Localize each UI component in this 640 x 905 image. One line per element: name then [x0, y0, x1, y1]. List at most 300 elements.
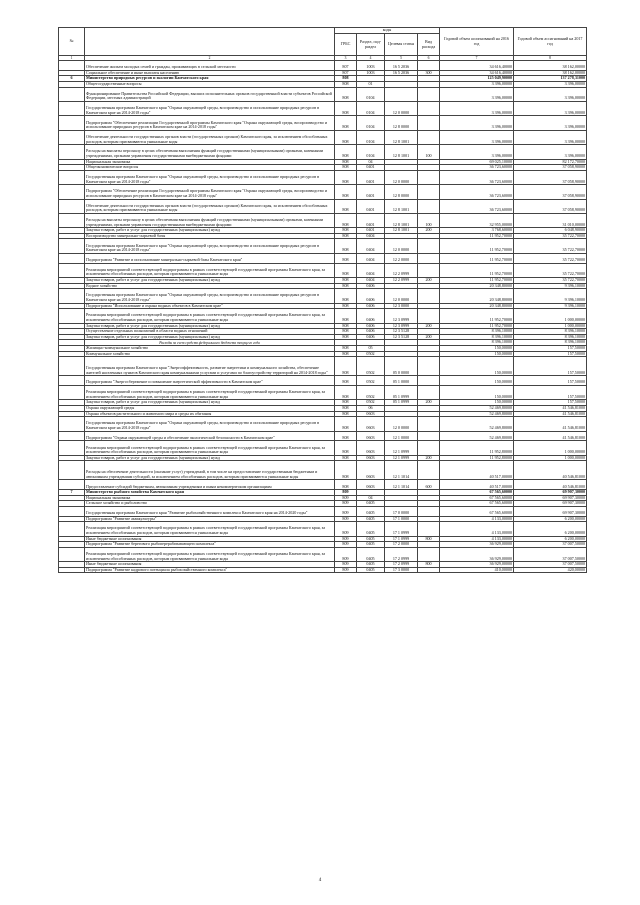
row-name: Закупка товаров, работ и услуг для государственных (муниципальных) нужд — [85, 455, 335, 461]
row-name: Министерство природных ресурсов и экологии Камчатского края — [85, 76, 335, 82]
row-name: Охрана окружающей среды — [85, 405, 335, 411]
row-number — [59, 239, 85, 253]
row-name: Реализация мероприятий соответствующей подпрограммы в рамках соответствующей государственной программы Камчатского края, за исключением обособленных расходов, которым присваиваются уникальные коды — [85, 522, 335, 536]
row-cs: 16 5 2036 — [385, 70, 418, 76]
row-2017: 35 722,70000 — [514, 239, 587, 253]
row-2017: 35 722,70000 — [514, 278, 587, 284]
row-vr — [418, 567, 440, 573]
row-2017: 37 058,90000 — [514, 185, 587, 199]
row-vr — [418, 87, 440, 101]
header-index: 5 — [385, 56, 418, 61]
row-2016: 3 396,00000 — [440, 116, 514, 130]
row-grbs: 808 — [335, 329, 357, 335]
row-grbs: 809 — [335, 522, 357, 536]
header-index: 2 — [85, 56, 335, 61]
row-grbs: 809 — [335, 495, 357, 501]
row-razdel: 0406 — [357, 334, 385, 340]
row-grbs: 808 — [335, 289, 357, 303]
row-grbs: 808 — [335, 228, 357, 234]
row-cs: 17 1 0999 — [385, 522, 418, 536]
row-razdel: 0405 — [357, 567, 385, 573]
row-2016: 11 952,70000 — [440, 309, 514, 323]
row-name: Национальная экономика — [85, 495, 335, 501]
table-row — [59, 309, 587, 323]
row-grbs: 808 — [335, 334, 357, 340]
row-grbs: 807 — [335, 70, 357, 76]
row-number — [59, 130, 85, 144]
row-grbs: 808 — [335, 411, 357, 417]
row-2017: 6 048,90000 — [514, 228, 587, 234]
row-name: Подпрограмма "Обеспечение реализации Государственной программы Камчатского края "Охрана окружающей среды, воспроизводство и использование природных ресурсов в Камчатском крае на 2014-2018 годы" — [85, 116, 335, 130]
row-grbs: 808 — [335, 213, 357, 227]
row-2017: 3 396,00000 — [514, 87, 587, 101]
row-2017: 8 396,10000 — [514, 329, 587, 335]
row-razdel: 0603 — [357, 441, 385, 455]
row-grbs: 808 — [335, 309, 357, 323]
row-vr — [418, 385, 440, 399]
row-2017: 3 396,00000 — [514, 130, 587, 144]
row-vr: 200 — [418, 323, 440, 329]
row-cs: 05 1 0999 — [385, 385, 418, 399]
row-2016: 150,00000 — [440, 376, 514, 386]
row-number: 6 — [59, 76, 85, 82]
row-2016: 3 396,00000 — [440, 87, 514, 101]
row-vr: 100 — [418, 213, 440, 227]
row-razdel: 0405 — [357, 547, 385, 561]
row-name: Расходы на выплаты персоналу в целях обеспечения выполнения функций государственными (муниципальными) органами, казенными учреждениями, органами управления государственными внебюджетными фондами — [85, 213, 335, 227]
row-cs: 05 0 0000 — [385, 357, 418, 376]
row-name: Общеэкономические вопросы — [85, 165, 335, 171]
table-row — [59, 87, 587, 101]
row-2016: 4 133,00000 — [440, 536, 514, 542]
row-vr — [418, 130, 440, 144]
row-grbs: 808 — [335, 323, 357, 329]
row-number — [59, 522, 85, 536]
row-razdel: 0104 — [357, 101, 385, 115]
row-2016: 36 723,60000 — [440, 185, 514, 199]
row-cs: 12 8 0000 — [385, 116, 418, 130]
row-2016: 3 396,00000 — [440, 130, 514, 144]
row-grbs: 808 — [335, 76, 357, 82]
row-cs: 12 1 0999 — [385, 455, 418, 461]
header-codes: коды — [335, 28, 440, 34]
row-vr — [418, 263, 440, 277]
row-vr — [418, 170, 440, 184]
row-vr — [418, 417, 440, 431]
row-2016: 11 952,80000 — [440, 455, 514, 461]
row-vr — [418, 441, 440, 455]
table-row — [59, 145, 587, 159]
row-razdel: 0502 — [357, 400, 385, 406]
row-2017: 6 200,00000 — [514, 536, 587, 542]
row-name: Обеспечение деятельности государственных органов власти (государственных органов) Камчатского края, за исключением обособленных расходов, которым присваиваются уникальные коды — [85, 130, 335, 144]
row-name: Закупка товаров, работ и услуг для государственных (муниципальных) нужд — [85, 278, 335, 284]
row-2017: 82 172,70000 — [514, 159, 587, 165]
row-grbs: 808 — [335, 283, 357, 289]
header-index: 3 — [335, 56, 357, 61]
table-row — [59, 213, 587, 227]
row-vr — [418, 101, 440, 115]
row-2016: 11 952,80000 — [440, 441, 514, 455]
row-vr — [418, 547, 440, 561]
row-name: Подпрограмма "Использование и охрана водных объектов в Камчатском крае" — [85, 303, 335, 309]
table-row — [59, 170, 587, 184]
row-2016: 34 616,40000 — [440, 70, 514, 76]
row-razdel: 0401 — [357, 170, 385, 184]
row-cs: 05 1 0999 — [385, 400, 418, 406]
row-name: Предоставление субсидий бюджетным, автономным учреждениям и иным некоммерческим организациям — [85, 480, 335, 490]
row-name: Национальная экономика — [85, 159, 335, 165]
row-2016: 410,00000 — [440, 567, 514, 573]
row-razdel: 05 — [357, 345, 385, 351]
row-cs: 12 3 0999 — [385, 323, 418, 329]
row-2016: 150,00000 — [440, 345, 514, 351]
row-cs: 12 0 0000 — [385, 417, 418, 431]
row-2017: 157,50000 — [514, 345, 587, 351]
row-name: Коммунальное хозяйство — [85, 351, 335, 357]
row-2017: 37 058,90000 — [514, 165, 587, 171]
table-row — [59, 116, 587, 130]
row-vr — [418, 309, 440, 323]
row-name: Общегосударственные вопросы — [85, 81, 335, 87]
row-grbs: 808 — [335, 405, 357, 411]
row-name: Сельское хозяйство и рыболовство — [85, 501, 335, 507]
row-razdel: 0405 — [357, 522, 385, 536]
row-2017: 1 000,00000 — [514, 309, 587, 323]
budget-table — [58, 27, 587, 573]
row-2016: 67 565,60000 — [440, 506, 514, 516]
row-razdel: 0404 — [357, 253, 385, 263]
row-grbs: 808 — [335, 431, 357, 441]
row-name: Иные бюджетные ассигнования — [85, 562, 335, 568]
row-name: Реализация мероприятий соответствующей подпрограммы в рамках соответствующей государственной программы Камчатского края, за исключением обособленных расходов, которым присваиваются уникальные коды — [85, 385, 335, 399]
row-2016: 36 929,00000 — [440, 547, 514, 561]
row-grbs: 808 — [335, 239, 357, 253]
row-2016: 69 025,10000 — [440, 159, 514, 165]
row-razdel: 0404 — [357, 233, 385, 239]
row-name: Обеспечение деятельности государственных органов власти (государственных органов) Камчатского края, за исключением обособленных расходов, которым присваиваются уникальные коды — [85, 199, 335, 213]
table-row — [59, 185, 587, 199]
row-razdel: 0502 — [357, 351, 385, 357]
row-number — [59, 213, 85, 227]
row-2016: 11 952,70000 — [440, 278, 514, 284]
row-razdel: 0406 — [357, 283, 385, 289]
row-cs: 17 0 0000 — [385, 506, 418, 516]
header-vr: Вид расхода — [418, 34, 440, 56]
row-2017: 3 396,00000 — [514, 81, 587, 87]
row-vr: 300 — [418, 70, 440, 76]
row-razdel: 0603 — [357, 417, 385, 431]
row-number — [59, 101, 85, 115]
row-2017: 37 007,50000 — [514, 547, 587, 561]
table-row — [59, 263, 587, 277]
row-cs: 17 2 0000 — [385, 542, 418, 548]
row-number — [59, 61, 85, 71]
table-row — [59, 253, 587, 263]
row-razdel: 0104 — [357, 87, 385, 101]
row-cs: 12 0 0000 — [385, 101, 418, 115]
row-number — [59, 253, 85, 263]
row-2017: 41 546,81000 — [514, 405, 587, 411]
row-number — [59, 461, 85, 480]
row-grbs: 808 — [335, 233, 357, 239]
row-2017: 157,50000 — [514, 400, 587, 406]
row-2016: 150,00000 — [440, 357, 514, 376]
table-row — [59, 101, 587, 115]
row-razdel: 0401 — [357, 228, 385, 234]
row-number — [59, 567, 85, 573]
row-cs: 12 0 0000 — [385, 170, 418, 184]
row-name: Функционирование Правительства Российской Федерации, высших исполнительных органов государственной власти субъектов Российской Федерации, местных администраций — [85, 87, 335, 101]
header-index: 7 — [440, 56, 514, 61]
row-2017: 3 396,00000 — [514, 145, 587, 159]
row-2016: 20 348,80000 — [440, 289, 514, 303]
row-grbs: 809 — [335, 536, 357, 542]
row-grbs: 809 — [335, 490, 357, 496]
row-razdel: 0401 — [357, 213, 385, 227]
row-cs: 12 8 1001 — [385, 228, 418, 234]
row-cs: 05 1 0000 — [385, 376, 418, 386]
row-2016: 150,00000 — [440, 400, 514, 406]
row-vr — [418, 522, 440, 536]
row-vr — [418, 185, 440, 199]
header-name — [85, 28, 335, 56]
header-index: 6 — [418, 56, 440, 61]
header-index: 4 — [357, 56, 385, 61]
row-2016: 3 396,00000 — [440, 101, 514, 115]
row-2016: 40 517,00000 — [440, 461, 514, 480]
table-row — [59, 522, 587, 536]
row-razdel: 0401 — [357, 199, 385, 213]
row-cs: 12 2 0999 — [385, 263, 418, 277]
row-2017: 8 396,10000 — [514, 334, 587, 340]
row-name: Закупка товаров, работ и услуг для государственных (муниципальных) нужд — [85, 228, 335, 234]
row-razdel: 06 — [357, 405, 385, 411]
row-2016: 8 396,10000 — [440, 340, 514, 346]
row-razdel: 04 — [357, 495, 385, 501]
row-cs: 12 1 0000 — [385, 431, 418, 441]
row-2017: 37 058,90000 — [514, 199, 587, 213]
table-row — [59, 506, 587, 516]
row-2016: 8 396,10000 — [440, 329, 514, 335]
row-cs: 12 3 0999 — [385, 309, 418, 323]
row-name: Реализация мероприятий соответствующей подпрограммы в рамках соответствующей государственной программы Камчатского края, за исключением обособленных расходов, которым присваиваются уникальные коды — [85, 263, 335, 277]
row-name: Реализация мероприятий соответствующей подпрограммы в рамках соответствующей государственной программы Камчатского края, за исключением обособленных расходов, которым присваиваются уникальные коды — [85, 547, 335, 561]
row-2016: 150,00000 — [440, 351, 514, 357]
row-2016: 4 133,00000 — [440, 522, 514, 536]
row-name: Закупка товаров, работ и услуг для государственных (муниципальных) нужд — [85, 323, 335, 329]
row-grbs: 808 — [335, 417, 357, 431]
row-2016: 32 955,00000 — [440, 213, 514, 227]
row-razdel: 0603 — [357, 461, 385, 480]
row-grbs: 809 — [335, 547, 357, 561]
row-number — [59, 506, 85, 516]
row-2017: 31 010,00000 — [514, 213, 587, 227]
row-vr — [418, 199, 440, 213]
table-row — [59, 480, 587, 490]
row-2017: 35 722,70000 — [514, 253, 587, 263]
row-grbs: 808 — [335, 385, 357, 399]
row-2016: 67 565,60000 — [440, 501, 514, 507]
row-cs: 12 0 0000 — [385, 239, 418, 253]
row-2016: 3 396,00000 — [440, 81, 514, 87]
row-name: Воспроизводство минерально-сырьевой базы — [85, 233, 335, 239]
row-grbs: 808 — [335, 345, 357, 351]
header-2017: Годовой объем ассигнований на 2017 год — [514, 28, 587, 56]
row-number — [59, 417, 85, 431]
row-name: Государственная программа Камчатского края "Охрана окружающей среды, воспроизводство и использование природных ресурсов в Камчатском крае на 2014-2018 годы" — [85, 239, 335, 253]
table-row — [59, 461, 587, 480]
row-name: Государственная программа Камчатского края "Охрана окружающей среды, воспроизводство и использование природных ресурсов в Камчатском крае на 2014-2018 годы" — [85, 417, 335, 431]
table-row — [59, 567, 587, 573]
row-2017: 41 546,81000 — [514, 417, 587, 431]
row-name: Социальное обеспечение и иные выплаты населению — [85, 70, 335, 76]
row-name: Государственная программа Камчатского края "Охрана окружающей среды, воспроизводство и использование природных ресурсов в Камчатском крае на 2014-2018 годы" — [85, 101, 335, 115]
row-razdel: 0104 — [357, 130, 385, 144]
row-name: Подпрограмма "Развитие аквакультуры" — [85, 516, 335, 522]
row-2017: 1 000,00000 — [514, 323, 587, 329]
row-number — [59, 185, 85, 199]
row-grbs: 808 — [335, 253, 357, 263]
row-2016: 36 929,00000 — [440, 542, 514, 548]
row-vr: 200 — [418, 278, 440, 284]
row-name: Расходы на обеспечение деятельности (оказание услуг) учреждений, в том числе на предоставление государственным бюджетным и автономным учреждениям субсидий, за исключением обособленных расходов, которым присваиваются уникальные коды — [85, 461, 335, 480]
row-number — [59, 357, 85, 376]
row-name: Подпрограмма "Энергосбережение и повышение энергетической эффективности в Камчатском крае" — [85, 376, 335, 386]
row-vr: 200 — [418, 334, 440, 340]
row-2016: 8 396,10000 — [440, 334, 514, 340]
row-2017: 1 000,00000 — [514, 441, 587, 455]
row-vr — [418, 253, 440, 263]
row-grbs: 808 — [335, 130, 357, 144]
row-razdel: 0405 — [357, 542, 385, 548]
row-2017: 9 396,10000 — [514, 283, 587, 289]
row-2017: 6 200,00000 — [514, 522, 587, 536]
row-number — [59, 170, 85, 184]
row-2016: 36 723,60000 — [440, 165, 514, 171]
row-2016: 11 952,70000 — [440, 253, 514, 263]
row-2016: 11 952,70000 — [440, 233, 514, 239]
table-row — [59, 376, 587, 386]
header-razdel: Раздел, под-раздел — [357, 34, 385, 56]
row-2017: 137 278,31000 — [514, 76, 587, 82]
row-cs: 12 3 0000 — [385, 303, 418, 309]
row-vr: 100 — [418, 145, 440, 159]
row-grbs: 808 — [335, 357, 357, 376]
row-grbs: 808 — [335, 351, 357, 357]
row-razdel: 0405 — [357, 562, 385, 568]
row-grbs: 809 — [335, 542, 357, 548]
row-grbs: 808 — [335, 101, 357, 115]
row-2016: 20 348,80000 — [440, 303, 514, 309]
row-razdel: 0404 — [357, 278, 385, 284]
row-grbs: 808 — [335, 159, 357, 165]
row-2016: 11 952,70000 — [440, 263, 514, 277]
row-2016: 52 469,80000 — [440, 411, 514, 417]
row-razdel: 0406 — [357, 289, 385, 303]
header-cs: Целевая статья — [385, 34, 418, 56]
row-number — [59, 441, 85, 455]
row-grbs: 808 — [335, 165, 357, 171]
row-razdel: 0502 — [357, 385, 385, 399]
row-2016: 34 616,40000 — [440, 61, 514, 71]
row-2017: 157,50000 — [514, 351, 587, 357]
row-cs: 12 3 5128 — [385, 334, 418, 340]
header-index: 8 — [514, 56, 587, 61]
row-grbs: 808 — [335, 461, 357, 480]
row-2017: 157,50000 — [514, 385, 587, 399]
row-razdel: 01 — [357, 81, 385, 87]
row-number — [59, 309, 85, 323]
row-grbs: 808 — [335, 170, 357, 184]
row-2016: 11 952,70000 — [440, 239, 514, 253]
row-cs: 17 2 0999 — [385, 562, 418, 568]
row-2017: 41 546,81000 — [514, 411, 587, 417]
row-vr: 200 — [418, 455, 440, 461]
table-row — [59, 417, 587, 431]
row-grbs: 808 — [335, 116, 357, 130]
row-razdel: 0405 — [357, 536, 385, 542]
row-razdel: 0405 — [357, 501, 385, 507]
row-name: Расходы за счет средств федерального бюджета текущего года — [85, 340, 335, 346]
row-2017: 38 162,00000 — [514, 61, 587, 71]
row-2017: 35 722,70000 — [514, 233, 587, 239]
row-grbs: 809 — [335, 516, 357, 522]
row-2016: 67 565,60000 — [440, 495, 514, 501]
row-name: Жилищно-коммунальное хозяйство — [85, 345, 335, 351]
row-razdel: 0405 — [357, 506, 385, 516]
row-grbs: 809 — [335, 567, 357, 573]
row-cs: 12 8 0000 — [385, 185, 418, 199]
row-vr: 600 — [418, 480, 440, 490]
row-2016: 3 396,00000 — [440, 145, 514, 159]
row-grbs: 808 — [335, 480, 357, 490]
row-cs: 12 8 1001 — [385, 130, 418, 144]
row-name: Закупка товаров, работ и услуг для государственных (муниципальных) нужд — [85, 334, 335, 340]
row-cs: 12 8 1001 — [385, 213, 418, 227]
row-2016: 125 049,90000 — [440, 76, 514, 82]
row-2016: 36 723,60000 — [440, 199, 514, 213]
row-name: Государственная программа Камчатского края "Охрана окружающей среды, воспроизводство и использование природных ресурсов в Камчатском крае на 2014-2018 годы" — [85, 289, 335, 303]
row-razdel: 0406 — [357, 309, 385, 323]
row-razdel: 0603 — [357, 431, 385, 441]
row-number — [59, 145, 85, 159]
row-name: Подпрограмма "Развитие берегового рыбоперерабатывающего комплекса" — [85, 542, 335, 548]
row-razdel: 0401 — [357, 165, 385, 171]
row-2017: 420,00000 — [514, 567, 587, 573]
row-2017: 37 007,50000 — [514, 562, 587, 568]
row-2017: 3 396,00000 — [514, 101, 587, 115]
row-2016: 150,00000 — [440, 385, 514, 399]
row-2016: 36 929,00000 — [440, 562, 514, 568]
row-2016: 52 469,80000 — [440, 431, 514, 441]
row-2016: 4 133,00000 — [440, 516, 514, 522]
row-grbs: 808 — [335, 263, 357, 277]
row-vr — [418, 357, 440, 376]
row-name: Подпрограмма "Развитие и использование минерально-сырьевой базы Камчатского края" — [85, 253, 335, 263]
row-number — [59, 116, 85, 130]
row-razdel: 0406 — [357, 323, 385, 329]
row-grbs: 808 — [335, 278, 357, 284]
row-2017: 69 907,30000 — [514, 506, 587, 516]
row-2016: 3 768,60000 — [440, 228, 514, 234]
row-name: Водное хозяйство — [85, 283, 335, 289]
row-2017: 3 396,00000 — [514, 116, 587, 130]
row-2016: 40 517,00000 — [440, 480, 514, 490]
row-name: Закупка товаров, работ и услуг для государственных (муниципальных) нужд — [85, 400, 335, 406]
row-razdel: 0405 — [357, 516, 385, 522]
table-row — [59, 441, 587, 455]
